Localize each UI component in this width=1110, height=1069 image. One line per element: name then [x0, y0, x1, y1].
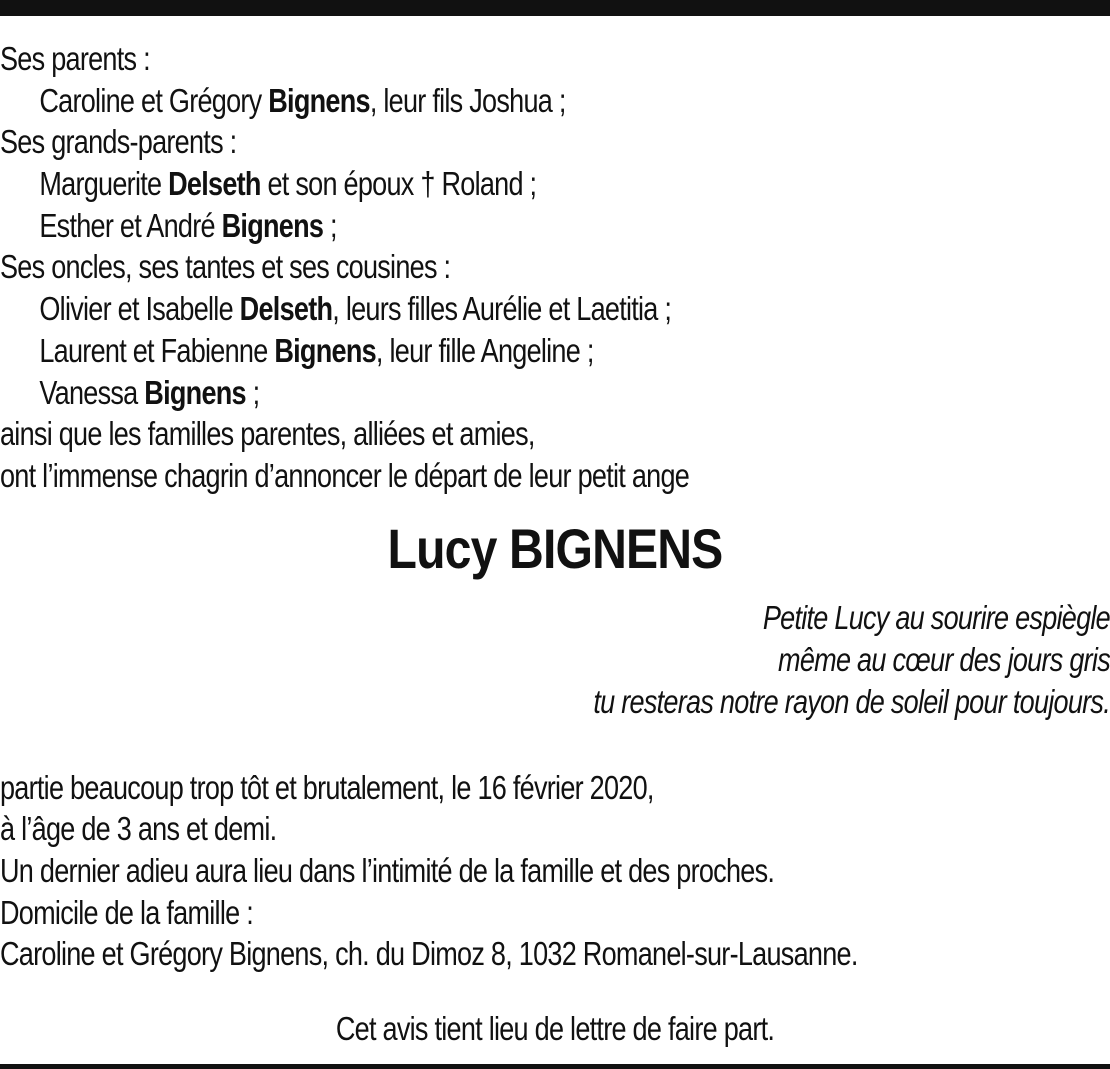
details-line: partie beaucoup trop tôt et brutalement, le 16 février 2020, — [0, 768, 654, 806]
grandparents-given: Esther et André — [39, 206, 222, 244]
relatives-line — [0, 330, 910, 372]
details-line: Un dernier adieu aura lieu dans l’intimité de la famille et des proches. — [0, 851, 775, 889]
relatives-rest: , leurs filles Aurélie et Laetitia ; — [332, 290, 672, 328]
allied-families-line: ainsi que les familles parentes, alliées et amies, — [0, 415, 535, 453]
relatives-heading: Ses oncles, ses tantes et ses cousines : — [0, 248, 451, 286]
details-line: Caroline et Grégory Bignens, ch. du Dimoz 8, 1032 Romanel-sur-Lausanne. — [0, 935, 858, 973]
bottom-rule — [0, 1064, 1110, 1069]
footer — [0, 1008, 1110, 1050]
relatives-given: Olivier et Isabelle — [39, 290, 240, 328]
details-line: à l’âge de 3 ans et demi. — [0, 810, 277, 848]
poem — [0, 597, 1110, 723]
relatives-given: Vanessa — [39, 373, 145, 411]
grandparents-surname: Bignens — [221, 206, 324, 244]
deceased-name: Lucy BIGNENS — [387, 516, 723, 580]
footer-note: Cet avis tient lieu de lettre de faire part. — [335, 1010, 775, 1047]
relatives-surname: Bignens — [274, 331, 376, 369]
grandparents-line — [0, 163, 910, 205]
grandparents-heading: Ses grands-parents : — [0, 123, 237, 161]
grandparents-rest: et son époux † Roland ; — [260, 165, 537, 203]
grandparents-surname: Delseth — [168, 165, 261, 203]
relatives-rest: , leur fille Angeline ; — [375, 331, 594, 369]
announcement-line: ont l’immense chagrin d’annoncer le départ de leur petit ange — [0, 456, 690, 494]
details-line: Domicile de la famille : — [0, 893, 253, 931]
obituary-body — [0, 38, 1110, 975]
relatives-rest: ; — [245, 373, 260, 411]
poem-line: même au cœur des jours gris — [778, 640, 1110, 678]
top-rule — [0, 0, 1110, 16]
deceased-name-block — [0, 497, 1110, 597]
relatives-surname: Delseth — [239, 290, 333, 328]
relatives-line — [0, 372, 910, 414]
grandparents-given: Marguerite — [39, 165, 169, 203]
parents-surname: Bignens — [268, 81, 370, 119]
parents-given: Caroline et Grégory — [39, 81, 269, 119]
poem-line: tu resteras notre rayon de soleil pour toujours. — [593, 682, 1110, 720]
relatives-surname: Bignens — [144, 373, 246, 411]
spacer — [0, 723, 1110, 767]
grandparents-rest: ; — [323, 206, 337, 244]
relatives-given: Laurent et Fabienne — [39, 331, 275, 369]
parents-rest: , leur fils Joshua ; — [369, 81, 566, 119]
parents-heading: Ses parents : — [0, 40, 150, 77]
poem-line: Petite Lucy au sourire espiègle — [762, 598, 1110, 636]
grandparents-line — [0, 205, 910, 247]
relatives-line — [0, 288, 910, 330]
parents-line — [0, 80, 910, 122]
